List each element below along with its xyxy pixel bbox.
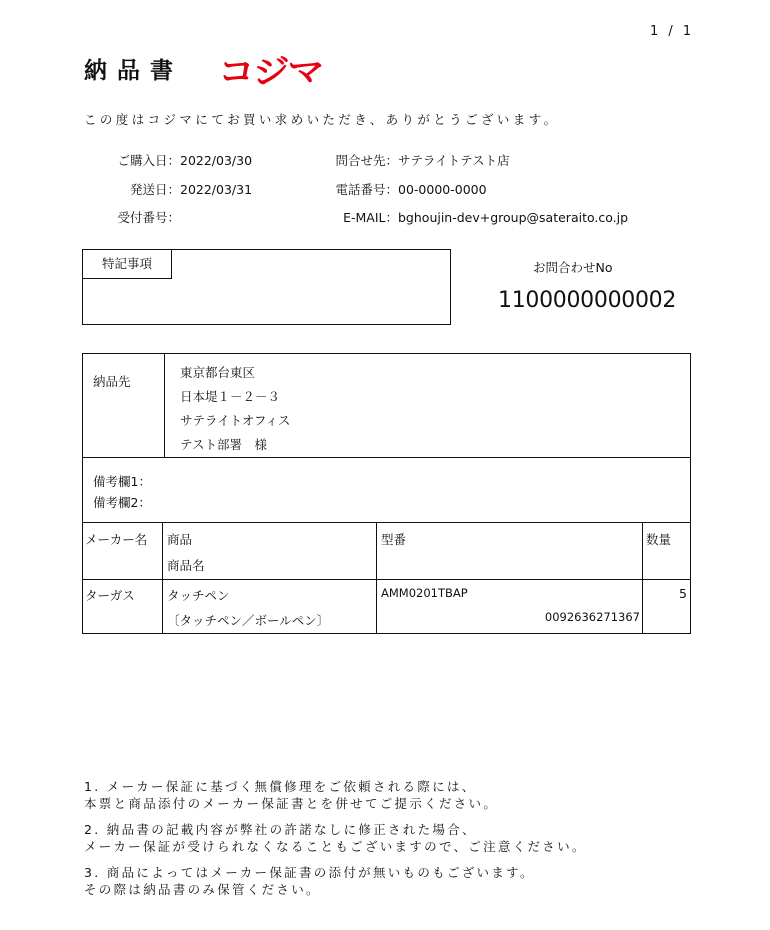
ship-date-label: 発送日： (129, 182, 180, 197)
header-quantity: 数量 (646, 532, 672, 547)
delivery-items-box (82, 353, 691, 634)
row-model: AMM0201TBAP (381, 586, 468, 600)
address-line: サテライトオフィス (180, 413, 291, 428)
note-line: その際は納品書のみ保管ください。 (84, 882, 321, 897)
contact-row (308, 151, 510, 169)
ship-date-row (84, 180, 252, 198)
footer-notes (84, 778, 587, 907)
email-label: E-MAIL： (343, 210, 398, 225)
table-header-bottom-line (83, 579, 690, 580)
delivery-label: 納品先 (93, 374, 131, 389)
delivery-bottom-line (83, 457, 690, 458)
contact-label: 問合せ先： (335, 153, 398, 168)
col-divider-maker (162, 522, 163, 633)
document-title: 納品書 (84, 58, 183, 84)
purchase-date-value: 2022/03/30 (180, 153, 253, 168)
row-jan-code: 0092636271367 (544, 610, 640, 624)
note-line: 1. メーカー保証に基づく無償修理をご依頼される際には、 (84, 779, 477, 794)
kojima-logo: コジマ (218, 52, 323, 91)
phone-label: 電話番号： (335, 182, 398, 197)
phone-value: 00-0000-0000 (398, 182, 487, 197)
note-line: メーカー保証が受けられなくなることもございますので、ご注意ください。 (84, 839, 587, 854)
col-divider-product (376, 522, 377, 633)
delivery-label-divider (164, 354, 165, 457)
remarks-box (82, 249, 451, 325)
receipt-no-row (84, 208, 180, 226)
page-number: 1 / 1 (650, 24, 695, 39)
receipt-no-label: 受付番号： (117, 210, 180, 225)
note-line: 2. 納品書の記載内容が弊社の許諾なしに修正された場合、 (84, 822, 477, 837)
row-product: タッチペン (167, 588, 230, 603)
email-row (308, 208, 628, 226)
ship-date-value: 2022/03/31 (180, 182, 253, 197)
row-quantity: 5 (679, 586, 687, 601)
row-product-name: 〔タッチペン／ボールペン〕 (167, 613, 330, 628)
table-top-line (83, 522, 690, 523)
email-value: bghoujin-dev+group@sateraito.co.jp (398, 210, 629, 225)
note-item (84, 778, 587, 812)
note2-label: 備考欄2： (93, 495, 151, 510)
address-line: 日本堤１－２－３ (180, 389, 281, 404)
phone-row (308, 180, 487, 198)
address-line: テスト部署 様 (180, 437, 268, 452)
col-divider-model (642, 522, 643, 633)
header-maker: メーカー名 (85, 532, 148, 547)
inquiry-number: 1100000000002 (498, 288, 677, 313)
purchase-date-row (84, 151, 252, 169)
header-product: 商品 (167, 532, 193, 547)
address-line: 東京都台東区 (180, 365, 256, 380)
note-line: 3. 商品によってはメーカー保証書の添付が無いものもございます。 (84, 865, 535, 880)
note-item (84, 821, 587, 855)
header-product-name: 商品名 (167, 558, 205, 573)
note1-label: 備考欄1： (93, 474, 151, 489)
row-maker: ターガス (85, 588, 135, 603)
inquiry-label: お問合わせNo (533, 260, 613, 275)
thanks-message: この度はコジマにてお買い求めいただき、ありがとうございます。 (84, 112, 560, 127)
header-model: 型番 (381, 532, 407, 547)
note-item (84, 864, 587, 898)
contact-value: サテライトテスト店 (398, 153, 510, 168)
remarks-label: 特記事項 (83, 250, 172, 279)
note-line: 本票と商品添付のメーカー保証書とを併せてご提示ください。 (84, 796, 499, 811)
purchase-date-label: ご購入日： (117, 153, 180, 168)
